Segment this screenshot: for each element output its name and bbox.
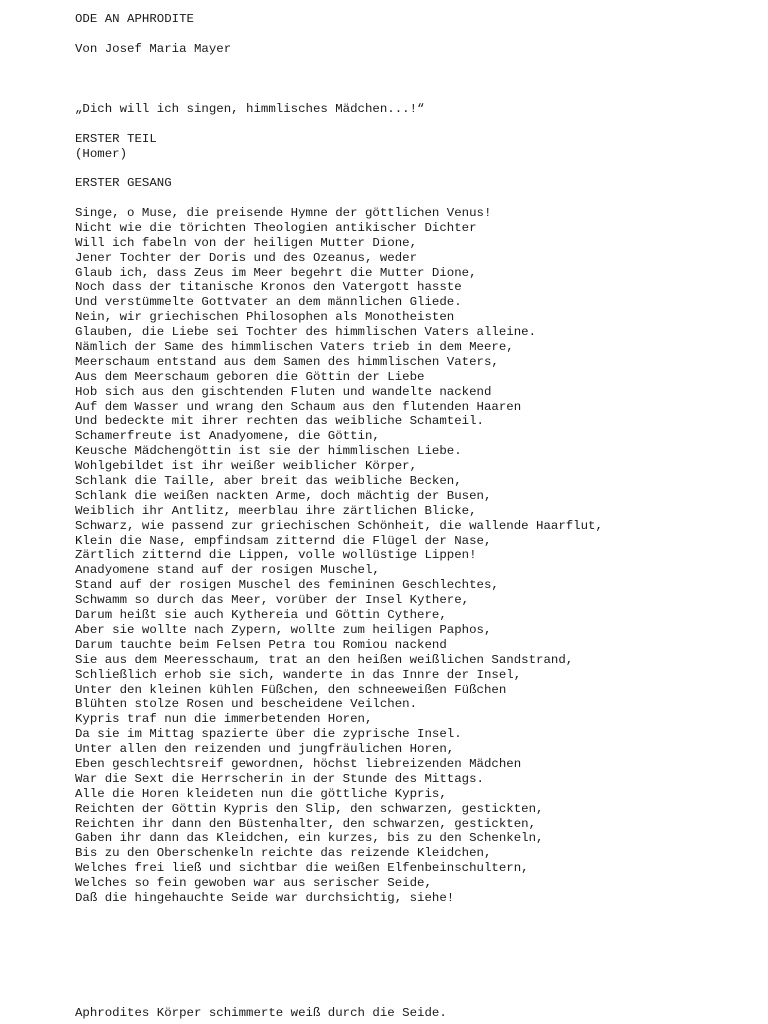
verse-line: Klein die Nase, empfindsam zitternd die Flügel der Nase, xyxy=(75,533,492,548)
verse-line: Alle die Horen kleideten nun die göttliche Kypris, xyxy=(75,786,447,801)
verse-line: Welches frei ließ und sichtbar die weißen Elfenbeinschultern, xyxy=(75,861,529,876)
verse-line: Unter allen den reizenden und jungfräulichen Horen, xyxy=(75,742,455,757)
verse-line: Auf dem Wasser und wrang den Schaum aus den flutenden Haaren xyxy=(75,399,522,414)
verse-line: Glauben, die Liebe sei Tochter des himmlischen Vaters alleine. xyxy=(75,325,537,340)
verse-line: Glaub ich, dass Zeus im Meer begehrt die Mutter Dione, xyxy=(75,265,477,280)
verse-line: Da sie im Mittag spazierte über die zyprische Insel. xyxy=(75,727,462,742)
verse-line: Wohlgebildet ist ihr weißer weiblicher Körper, xyxy=(75,459,418,474)
verse-line: War die Sext die Herrscherin in der Stunde des Mittags. xyxy=(75,771,484,786)
verse-line: Aus dem Meerschaum geboren die Göttin der Liebe xyxy=(75,369,425,384)
verse-line: Stand auf der rosigen Muschel des femininen Geschlechtes, xyxy=(75,578,499,593)
verse-line: Aber sie wollte nach Zypern, wollte zum heiligen Paphos, xyxy=(75,622,492,637)
document-title: ODE AN APHRODITE xyxy=(75,12,194,26)
verse-line: Hob sich aus den gischtenden Fluten und wandelte nackend xyxy=(75,384,492,399)
verse-line: Schließlich erhob sie sich, wanderte in das Innre der Insel, xyxy=(75,667,522,682)
verse-line: Keusche Mädchengöttin ist sie der himmlischen Liebe. xyxy=(75,444,462,459)
verse-line: Bis zu den Oberschenkeln reichte das reizende Kleidchen, xyxy=(75,846,492,861)
verse-line: Singe, o Muse, die preisende Hymne der göttlichen Venus! xyxy=(75,206,492,220)
verse-line: Weiblich ihr Antlitz, meerblau ihre zärtlichen Blicke, xyxy=(75,503,477,518)
verse-line: Welches so fein gewoben war aus serischer Seide, xyxy=(75,876,432,891)
verse-line: Nicht wie die törichten Theologien antikischer Dichter xyxy=(75,220,477,235)
verse-line: Zärtlich zitternd die Lippen, volle wollüstige Lippen! xyxy=(75,548,477,563)
verse-line: Sie aus dem Meeresschaum, trat an den heißen weißlichen Sandstrand, xyxy=(75,652,574,667)
epigraph-source: (Homer) xyxy=(75,146,128,161)
verse-line: Eben geschlechtsreif gewordnen, höchst liebreizenden Mädchen xyxy=(75,756,522,771)
verse-line: Darum heißt sie auch Kythereia und Göttin Cythere, xyxy=(75,608,447,623)
verse-line: Reichten der Göttin Kypris den Slip, den schwarzen, gestickten, xyxy=(75,801,544,816)
epigraph-quote: „Dich will ich singen, himmlisches Mädchen...!“ xyxy=(75,101,425,116)
author-line: Von Josef Maria Mayer xyxy=(75,42,232,56)
verse-line: Schlank die Taille, aber breit das weibliche Becken, xyxy=(75,474,462,489)
verse-line: Anadyomene stand auf der rosigen Muschel, xyxy=(75,563,380,578)
verse-line: Jener Tochter der Doris und des Ozeanus, weder xyxy=(75,250,418,265)
verse-line: Und verstümmelte Gottvater an dem männlichen Gliede. xyxy=(75,295,462,310)
verse-line: Noch dass der titanische Kronos den Vatergott hasste xyxy=(75,280,462,295)
verse-line: Kypris traf nun die immerbetenden Horen, xyxy=(75,712,373,727)
canto-heading: ERSTER GESANG xyxy=(75,176,172,190)
verse-line: Reichten ihr dann den Büstenhalter, den schwarzen, gestickten, xyxy=(75,816,537,831)
verse-line: Schwarz, wie passend zur griechischen Schönheit, die wallende Haarflut, xyxy=(75,518,603,533)
verse-line: Gaben ihr dann das Kleidchen, ein kurzes, bis zu den Schenkeln, xyxy=(75,831,544,846)
part-heading: ERSTER TEIL xyxy=(75,132,157,146)
verse-line: Unter den kleinen kühlen Füßchen, den schneeweißen Füßchen xyxy=(75,682,507,697)
verse-line: Und bedeckte mit ihrer rechten das weibliche Schamteil. xyxy=(75,414,484,429)
poem-body xyxy=(75,206,603,906)
verse-line: Blühten stolze Rosen und bescheidene Veilchen. xyxy=(75,697,418,712)
page-bottom-line: Aphrodites Körper schimmerte weiß durch die Seide. xyxy=(75,1006,447,1020)
verse-line: Daß die hingehauchte Seide war durchsichtig, siehe! xyxy=(75,890,455,905)
verse-line: Nein, wir griechischen Philosophen als Monotheisten xyxy=(75,310,455,325)
verse-line: Meerschaum entstand aus dem Samen des himmlischen Vaters, xyxy=(75,354,499,369)
verse-line: Darum tauchte beim Felsen Petra tou Romiou nackend xyxy=(75,637,447,652)
verse-line: Schlank die weißen nackten Arme, doch mächtig der Busen, xyxy=(75,488,492,503)
verse-line: Nämlich der Same des himmlischen Vaters trieb in dem Meere, xyxy=(75,340,514,355)
verse-line: Schamerfreute ist Anadyomene, die Göttin, xyxy=(75,429,380,444)
verse-line: Will ich fabeln von der heiligen Mutter Dione, xyxy=(75,235,418,250)
verse-line: Schwamm so durch das Meer, vorüber der Insel Kythere, xyxy=(75,593,470,608)
